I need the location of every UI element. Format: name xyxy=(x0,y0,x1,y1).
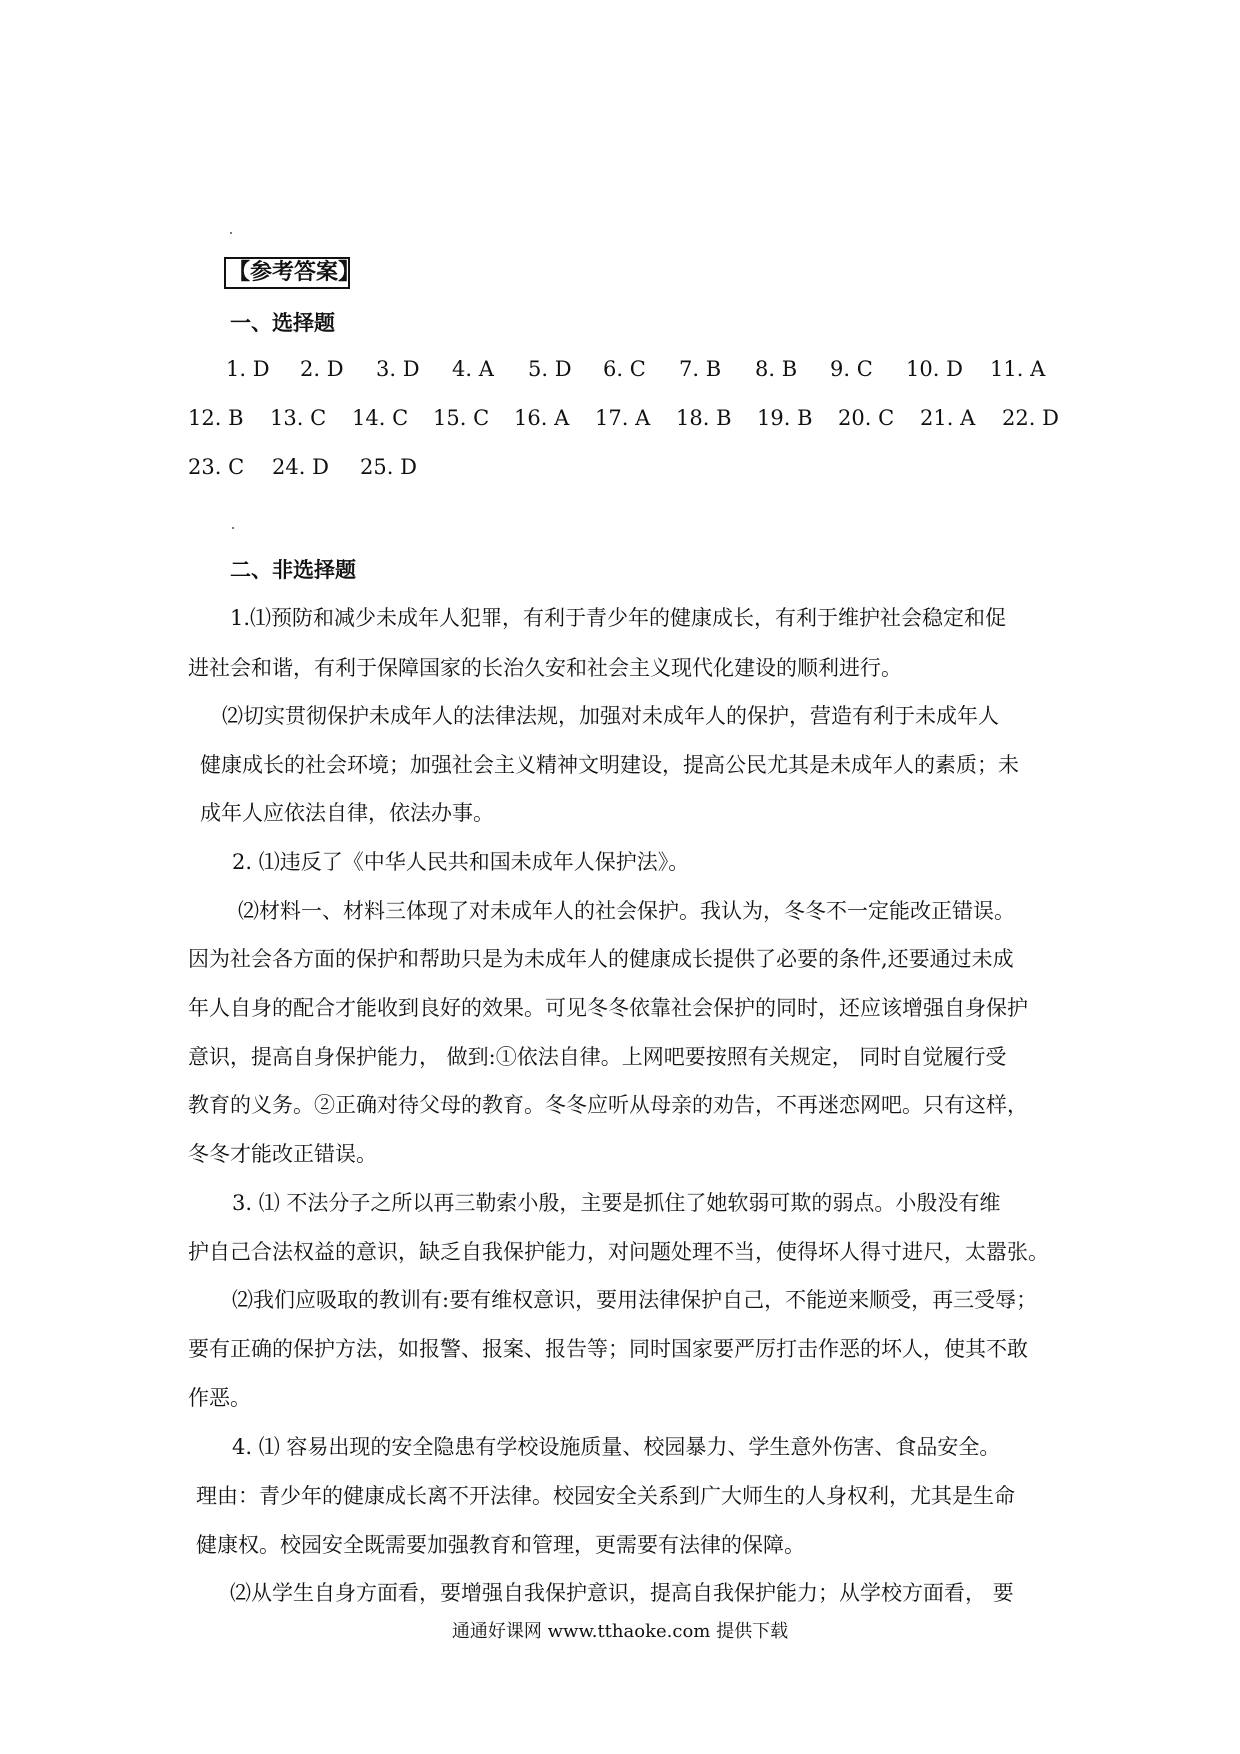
answer-line: 年人自身的配合才能收到良好的效果。可见冬冬依靠社会保护的同时，还应该增强自身保护 xyxy=(188,996,1028,1020)
mcq-answer: 21. A xyxy=(920,406,976,430)
mcq-answer: 14. C xyxy=(352,406,409,430)
mcq-answer: 24. D xyxy=(272,455,329,479)
answer-line: 因为社会各方面的保护和帮助只是为未成年人的健康成长提供了必要的条件,还要通过未成 xyxy=(188,947,1014,971)
answer-line: ⑵切实贯彻保护未成年人的法律法规，加强对未成年人的保护，营造有利于未成年人 xyxy=(222,704,999,728)
mcq-answer: 6. C xyxy=(603,357,646,381)
answer-line: 护自己合法权益的意识，缺乏自我保护能力，对问题处理不当，使得坏人得寸进尺，太嚣张。 xyxy=(188,1240,1049,1264)
mcq-row-1 xyxy=(0,357,1240,387)
mcq-answer: 8. B xyxy=(755,357,798,381)
answer-line: 意识，提高自身保护能力， 做到:①依法自律。上网吧要按照有关规定， 同时自觉履行受 xyxy=(188,1045,1007,1069)
answer-line: 教育的义务。②正确对待父母的教育。冬冬应听从母亲的劝告，不再迷恋网吧。只有这样， xyxy=(188,1093,1028,1117)
mcq-row-3 xyxy=(0,455,1240,485)
mcq-answer: 9. C xyxy=(830,357,873,381)
answer-line: 作恶。 xyxy=(188,1386,251,1410)
answer-line: ⑵从学生自身方面看，要增强自我保护意识，提高自我保护能力；从学校方面看， 要 xyxy=(230,1581,1014,1605)
mcq-answer: 12. B xyxy=(188,406,244,430)
mcq-row-2 xyxy=(0,406,1240,436)
mcq-answer: 19. B xyxy=(757,406,813,430)
answer-line: 冬冬才能改正错误。 xyxy=(188,1142,377,1166)
answer-line: ⑵我们应吸取的教训有:要有维权意识，要用法律保护自己，不能逆来顺受，再三受辱； xyxy=(232,1288,1038,1312)
mcq-answer: 16. A xyxy=(514,406,570,430)
mcq-answer: 3. D xyxy=(376,357,420,381)
answer-line: 理由：青少年的健康成长离不开法律。校园安全关系到广大师生的人身权利，尤其是生命 xyxy=(196,1484,1015,1508)
mcq-answer: 2. D xyxy=(300,357,344,381)
answer-line: 要有正确的保护方法，如报警、报案、报告等；同时国家要严厉打击作恶的坏人，使其不敢 xyxy=(188,1337,1028,1361)
mcq-answer: 5. D xyxy=(528,357,572,381)
footer-watermark: 通通好课网 www.tthaoke.com 提供下载 xyxy=(451,1621,789,1642)
answer-line: 健康成长的社会环境；加强社会主义精神文明建设，提高公民尤其是未成年人的素质；未 xyxy=(200,753,1019,777)
answer-line: 成年人应依法自律，依法办事。 xyxy=(200,801,494,825)
section1-heading: 一、选择题 xyxy=(230,311,335,335)
mcq-answer: 7. B xyxy=(679,357,722,381)
section2-heading: 二、非选择题 xyxy=(230,558,356,582)
mcq-answer: 4. A xyxy=(452,357,494,381)
answer-line: 1.⑴预防和减少未成年人犯罪，有利于青少年的健康成长，有利于维护社会稳定和促 xyxy=(230,606,1007,630)
mcq-answer: 22. D xyxy=(1002,406,1059,430)
answer-line: ⑵材料一、材料三体现了对未成年人的社会保护。我认为，冬冬不一定能改正错误。 xyxy=(238,899,1015,923)
mcq-answer: 11. A xyxy=(990,357,1046,381)
mcq-answer: 18. B xyxy=(676,406,732,430)
answer-line: 2. ⑴违反了《中华人民共和国未成年人保护法》。 xyxy=(232,850,690,874)
mcq-answer: 15. C xyxy=(433,406,490,430)
scan-speck xyxy=(230,232,232,234)
mcq-answer: 10. D xyxy=(906,357,963,381)
mcq-answer: 13. C xyxy=(270,406,327,430)
answer-line: 3. ⑴ 不法分子之所以再三勒索小殷，主要是抓住了她软弱可欺的弱点。小殷没有维 xyxy=(232,1191,1001,1215)
mcq-answer: 25. D xyxy=(360,455,417,479)
answer-line: 4. ⑴ 容易出现的安全隐患有学校设施质量、校园暴力、学生意外伤害、食品安全。 xyxy=(232,1435,1001,1459)
scan-speck xyxy=(232,527,234,529)
answer-key-title: 【参考答案】 xyxy=(224,257,350,289)
answer-line: 健康权。校园安全既需要加强教育和管理，更需要有法律的保障。 xyxy=(196,1533,805,1557)
answer-line: 进社会和谐，有利于保障国家的长治久安和社会主义现代化建设的顺利进行。 xyxy=(188,656,902,680)
mcq-answer: 20. C xyxy=(838,406,895,430)
mcq-answer: 1. D xyxy=(226,357,270,381)
mcq-answer: 23. C xyxy=(188,455,245,479)
mcq-answer: 17. A xyxy=(595,406,651,430)
